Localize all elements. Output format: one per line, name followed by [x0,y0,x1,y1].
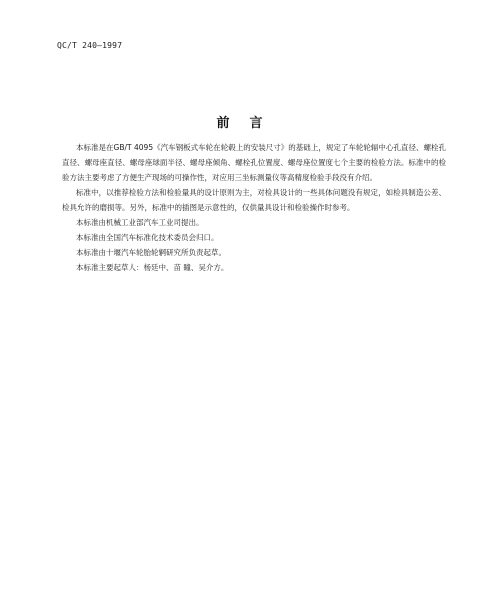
paragraph-proposer: 本标准由机械工业部汽车工业司提出。 [76,218,204,227]
paragraph-drafting-org: 本标准由十堰汽车轮胎轮辋研究所负责起草。 [76,248,226,257]
paragraph-drafters: 本标准主要起草人：杨廷中、苗 瞳、吴介方。 [76,263,229,272]
page-title: 前言 [216,116,283,131]
standard-code: QC/T 240—1997 [57,41,123,50]
paragraph-scope: 本标准是在GB/T 4095《汽车钢板式车轮在轮毂上的安装尺寸》的基础上，规定了车轮轮辐中心孔直径、螺栓孔直径、螺母座直径、螺母座球面半径、螺母座倾角、螺栓孔位置度、螺母座位置度七个主要的检验方法。标准中的检验方法主要考虑了方便生产现场的可操作性，对应用三坐标测量仪等高精度检验手段没有介绍。 [62,143,446,182]
foreword-body [62,140,446,275]
paragraph-committee: 本标准由全国汽车标准化技术委员会归口。 [76,233,219,242]
paragraph-principles: 标准中，以推荐检验方法和检验量具的设计原则为主，对检具设计的一些具体问题没有规定，如检具制造公差、检具允许的磨损等。另外，标准中的插图是示意性的，仅供量具设计和检验操作时参考。 [62,188,446,212]
